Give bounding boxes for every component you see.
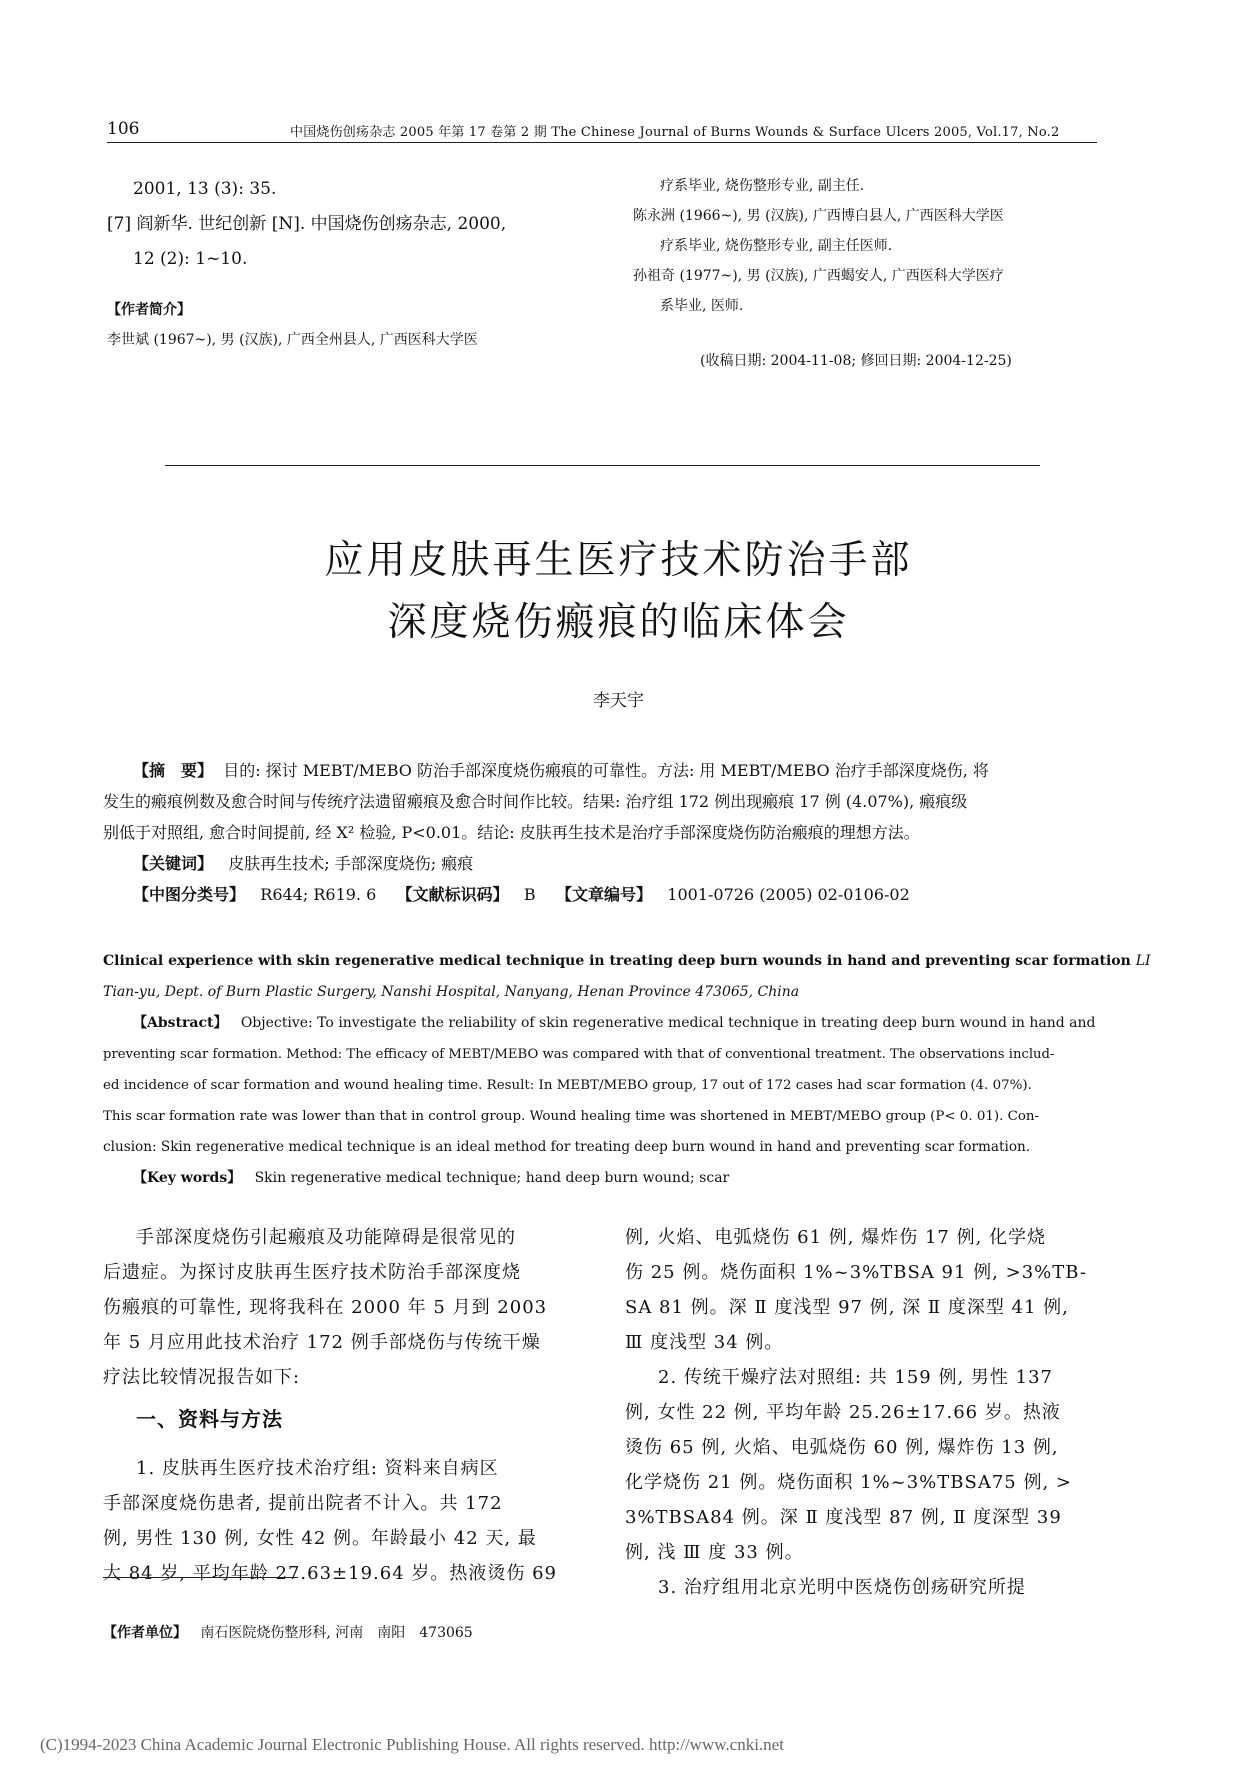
right-line: 化学烧伤 21 例。烧伤面积 1%~3%TBSA75 例, > (625, 1472, 1072, 1493)
article-title-line1: 应用皮肤再生医疗技术防治手部 (324, 538, 913, 583)
keywords-cn-text: 皮肤再生技术; 手部深度烧伤; 瘢痕 (228, 854, 474, 873)
methods-line: 大 84 岁, 平均年龄 27.63±19.64 岁。热液烫伤 69 (103, 1563, 558, 1584)
intro-line: 疗法比较情况报告如下: (103, 1367, 301, 1388)
abstract-cn-line2: 发生的瘢痕例数及愈合时间与传统疗法遗留瘢痕及愈合时间作比较。结果: 治疗组 172 例出现瘢痕 17 例 (4.07%), 瘢痕级 (103, 792, 968, 811)
intro-line: 后遗症。为探讨皮肤再生医疗技术防治手部深度烧 (103, 1262, 521, 1283)
methods-line: 手部深度烧伤患者, 提前出院者不计入。共 172 (103, 1493, 503, 1514)
english-abstract-line5: clusion: Skin regenerative medical technique is an ideal method for treating deep burn wound in hand and preventing scar formation. (103, 1139, 1031, 1155)
intro-line: 年 5 月应用此技术治疗 172 例手部烧伤与传统干燥 (103, 1332, 541, 1353)
received-dates: (收稿日期: 2004-11-08; 修回日期: 2004-12-25) (700, 353, 1012, 369)
doc-code-label: 【文献标识码】 (396, 885, 509, 904)
abstract-cn-line1 (133, 755, 989, 786)
right-line: Ⅲ 度浅型 34 例。 (625, 1332, 784, 1353)
author-bio-1b: 疗系毕业, 烧伤整形专业, 副主任. (660, 178, 865, 194)
intro-paragraph (103, 1220, 593, 1395)
intro-line: 手部深度烧伤引起瘢痕及功能障碍是很常见的 (136, 1227, 516, 1248)
article-title-line2: 深度烧伤瘢痕的临床体会 (387, 600, 850, 645)
right-line: 烫伤 65 例, 火焰、电弧烧伤 60 例, 爆炸伤 13 例, (625, 1437, 1059, 1458)
keywords-cn-label: 【关键词】 (133, 854, 214, 873)
right-line: 例, 浅 Ⅲ 度 33 例。 (625, 1542, 804, 1563)
author-bio-3b: 系毕业, 医师. (660, 298, 744, 314)
section-divider (165, 465, 1040, 466)
abstract-cn-text-1: 目的: 探讨 MEBT/MEBO 防治手部深度烧伤瘢痕的可靠性。方法: 用 MEBT/MEBO 治疗手部深度烧伤, 将 (223, 761, 989, 780)
intro-line: 伤瘢痕的可靠性, 现将我科在 2000 年 5 月到 2003 (103, 1297, 548, 1318)
right-line: 2. 传统干燥疗法对照组: 共 159 例, 男性 137 (658, 1367, 1054, 1388)
author-intro-label: 【作者简介】 (107, 302, 191, 318)
english-affiliation: Tian-yu, Dept. of Burn Plastic Surgery, Nanshi Hospital, Nanyang, Henan Province 473065, China (103, 984, 800, 1000)
english-abstract-line1 (133, 1008, 1096, 1039)
right-line: SA 81 例。深 Ⅱ 度浅型 97 例, 深 Ⅱ 度深型 41 例, (625, 1297, 1069, 1318)
english-author-surname: LI (1135, 953, 1151, 969)
running-header: 中国烧伤创疡杂志 2005 年第 17 卷第 2 期 The Chinese Journal of Burns Wounds & Surface Ulcers 2005, Vol.17, No.2 (290, 125, 1060, 140)
author-bio-1a: 李世斌 (1967~), 男 (汉族), 广西全州县人, 广西医科大学医 (107, 332, 478, 348)
header-rule (107, 142, 1097, 143)
right-line: 3%TBSA84 例。深 Ⅱ 度浅型 87 例, Ⅱ 度深型 39 (625, 1507, 1062, 1528)
english-abstract-line4: This scar formation rate was lower than that in control group. Wound healing time was shortened in MEBT/MEBO group (P< 0. 01). Con- (103, 1109, 1040, 1124)
right-line: 例, 女性 22 例, 平均年龄 25.26±17.66 岁。热液 (625, 1402, 1061, 1423)
reference-continuation: 2001, 13 (3): 35. (133, 179, 277, 199)
footnote-text: 南石医院烧伤整形科, 河南 南阳 473065 (200, 1625, 473, 1641)
doc-code-text: B (523, 885, 536, 904)
footnote-rule (103, 1577, 298, 1578)
classification-label: 【中图分类号】 (133, 885, 246, 904)
methods-line: 例, 男性 130 例, 女性 42 例。年龄最小 42 天, 最 (103, 1528, 537, 1549)
english-abstract-line2: preventing scar formation. Method: The efficacy of MEBT/MEBO was compared with that of conventional treatment. The observations includ- (103, 1047, 1055, 1062)
reference-7-line1: [7] 阎新华. 世纪创新 [N]. 中国烧伤创疡杂志, 2000, (107, 214, 507, 234)
english-title: Clinical experience with skin regenerative medical technique in treating deep burn wounds in hand and preventing scar formation (103, 953, 1131, 969)
classification-text: R644; R619. 6 (260, 885, 377, 904)
right-line: 3. 治疗组用北京光明中医烧伤创疡研究所提 (658, 1577, 1026, 1598)
page-number: 106 (107, 119, 140, 139)
english-title-line1 (103, 946, 1151, 977)
author-bio-3a: 孙祖奇 (1977~), 男 (汉族), 广西蝎安人, 广西医科大学医疗 (633, 268, 1004, 284)
english-keywords-text: Skin regenerative medical technique; hand deep burn wound; scar (254, 1170, 730, 1186)
methods-line: 1. 皮肤再生医疗技术治疗组: 资料来自病区 (136, 1458, 499, 1479)
body-left-column (103, 1220, 593, 1591)
copyright-notice: (C)1994-2023 China Academic Journal Electronic Publishing House. All rights reserved. http://www.cnki.net (40, 1735, 784, 1754)
classification-line (133, 879, 910, 910)
right-line: 伤 25 例。烧伤面积 1%~3%TBSA 91 例, >3%TB- (625, 1262, 1087, 1283)
methods-paragraph-1 (103, 1451, 593, 1591)
english-keywords-label: 【Key words】 (133, 1170, 242, 1186)
english-abstract-text-1: Objective: To investigate the reliability of skin regenerative medical technique in treating deep burn wound in hand and (240, 1015, 1096, 1031)
english-keywords (133, 1163, 729, 1194)
keywords-cn (133, 848, 473, 879)
article-number-label: 【文章编号】 (556, 885, 653, 904)
article-author: 李天宇 (593, 691, 644, 711)
author-bio-2b: 疗系毕业, 烧伤整形专业, 副主任医师. (660, 238, 893, 254)
abstract-cn-label: 【摘 要】 (133, 761, 214, 780)
footnote-affiliation (103, 1622, 473, 1642)
footnote-label: 【作者单位】 (103, 1625, 187, 1641)
reference-7-line2: 12 (2): 1~10. (133, 249, 248, 269)
section-heading-methods: 一、资料与方法 (136, 1407, 283, 1431)
right-line: 例, 火焰、电弧烧伤 61 例, 爆炸伤 17 例, 化学烧 (625, 1227, 1047, 1248)
author-bio-2a: 陈永洲 (1966~), 男 (汉族), 广西博白县人, 广西医科大学医 (633, 208, 1004, 224)
abstract-cn-line3: 别低于对照组, 愈合时间提前, 经 X² 检验, P<0.01。结论: 皮肤再生技术是治疗手部深度烧伤防治瘢痕的理想方法。 (103, 823, 920, 842)
english-abstract-label: 【Abstract】 (133, 1015, 228, 1031)
english-abstract-line3: ed incidence of scar formation and wound healing time. Result: In MEBT/MEBO group, 17 out of 172 cases had scar formation (4. 07%). (103, 1078, 1032, 1093)
article-number-text: 1001-0726 (2005) 02-0106-02 (667, 885, 910, 904)
body-right-column (625, 1220, 1125, 1605)
